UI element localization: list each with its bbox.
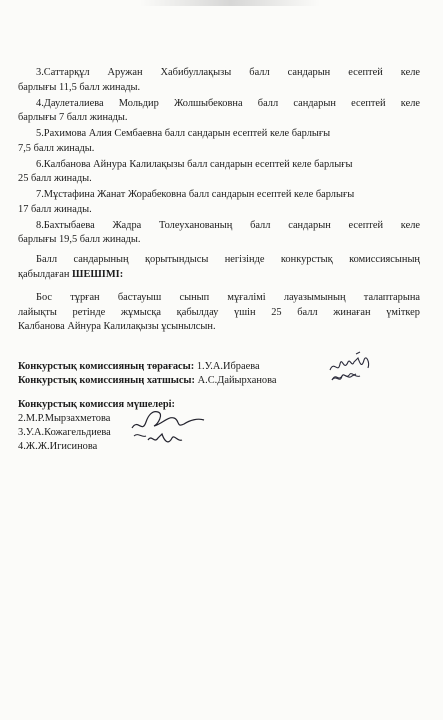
result-item [18, 97, 420, 126]
decision-line: лайықты ретінде жұмысқа қабылдау үшін 25 балл жинаған үміткер [18, 306, 420, 318]
result-item [18, 158, 420, 187]
result-line: 7,5 балл жинады. [18, 142, 95, 154]
decision-text [18, 291, 420, 335]
chair-name: 1.У.А.Ибраева [194, 361, 260, 372]
member-name: 4.Ж.Ж.Игисинова [18, 441, 98, 452]
result-line: 17 балл жинады. [18, 203, 92, 215]
result-item [18, 66, 420, 95]
result-line: 3.Саттарқұл Аружан Хабибуллақызы балл сандарын есептей келе [36, 67, 420, 78]
ball-summary-line: Балл сандарының қорытындысы негізінде конкурстық комиссиясының [36, 254, 420, 265]
result-item [18, 127, 420, 156]
chair-line [18, 360, 260, 375]
secretary-line [18, 374, 277, 389]
member-name: 3.У.А.Кожагельдиева [18, 427, 111, 438]
chair-label: Конкурстық комиссияның төрағасы: [18, 361, 195, 372]
result-line: барлығы 7 балл жинады. [18, 112, 128, 123]
result-line: 25 балл жинады. [18, 173, 92, 184]
result-item [18, 188, 420, 217]
ball-summary-line [18, 268, 420, 283]
secretary-signature [330, 368, 364, 386]
members-label: Конкурстық комиссия мүшелері: [18, 399, 175, 410]
decision-heading: ШЕШІМІ: [72, 268, 124, 280]
member-name: 2.М.Р.Мырзахметова [18, 413, 111, 424]
decision-line: Бос тұрған бастауыш сынып мұғалімі лауазымының талаптарына [36, 292, 420, 303]
ball-summary-prefix: қабылдаған [18, 268, 73, 280]
result-line: барлығы 11,5 балл жинады. [18, 81, 141, 93]
result-line: 8.Бахтыбаева Жадра Толеуханованың балл сандарын есептей келе [36, 219, 420, 231]
result-item [18, 219, 420, 248]
result-line: 6.Калбанова Айнура Калилақызы балл сандарын есептей келе барлығы [36, 158, 353, 170]
scan-smudge [140, 0, 320, 6]
result-line: барлығы 19,5 балл жинады. [18, 234, 141, 245]
results-list [18, 66, 420, 249]
member-item [18, 440, 97, 455]
member-item [18, 426, 111, 441]
secretary-name: А.С.Дайырханова [195, 375, 277, 386]
members-signature [128, 406, 212, 462]
result-line: 4.Даулеталиева Мольдир Жолшыбековна балл сандарын есептей келе [36, 97, 420, 109]
ball-summary [18, 253, 420, 282]
result-line: 5.Рахимова Алия Сембаевна балл сандарын есептей келе барлығы [36, 128, 331, 139]
secretary-label: Конкурстық комиссияның хатшысы: [18, 375, 196, 386]
decision-line: Калбанова Айнура Калилақызы ұсынылсын. [18, 321, 216, 332]
member-item [18, 412, 110, 427]
result-line: 7.Мұстафина Жанат Жорабековна балл сандарын есептей келе барлығы [36, 189, 355, 200]
